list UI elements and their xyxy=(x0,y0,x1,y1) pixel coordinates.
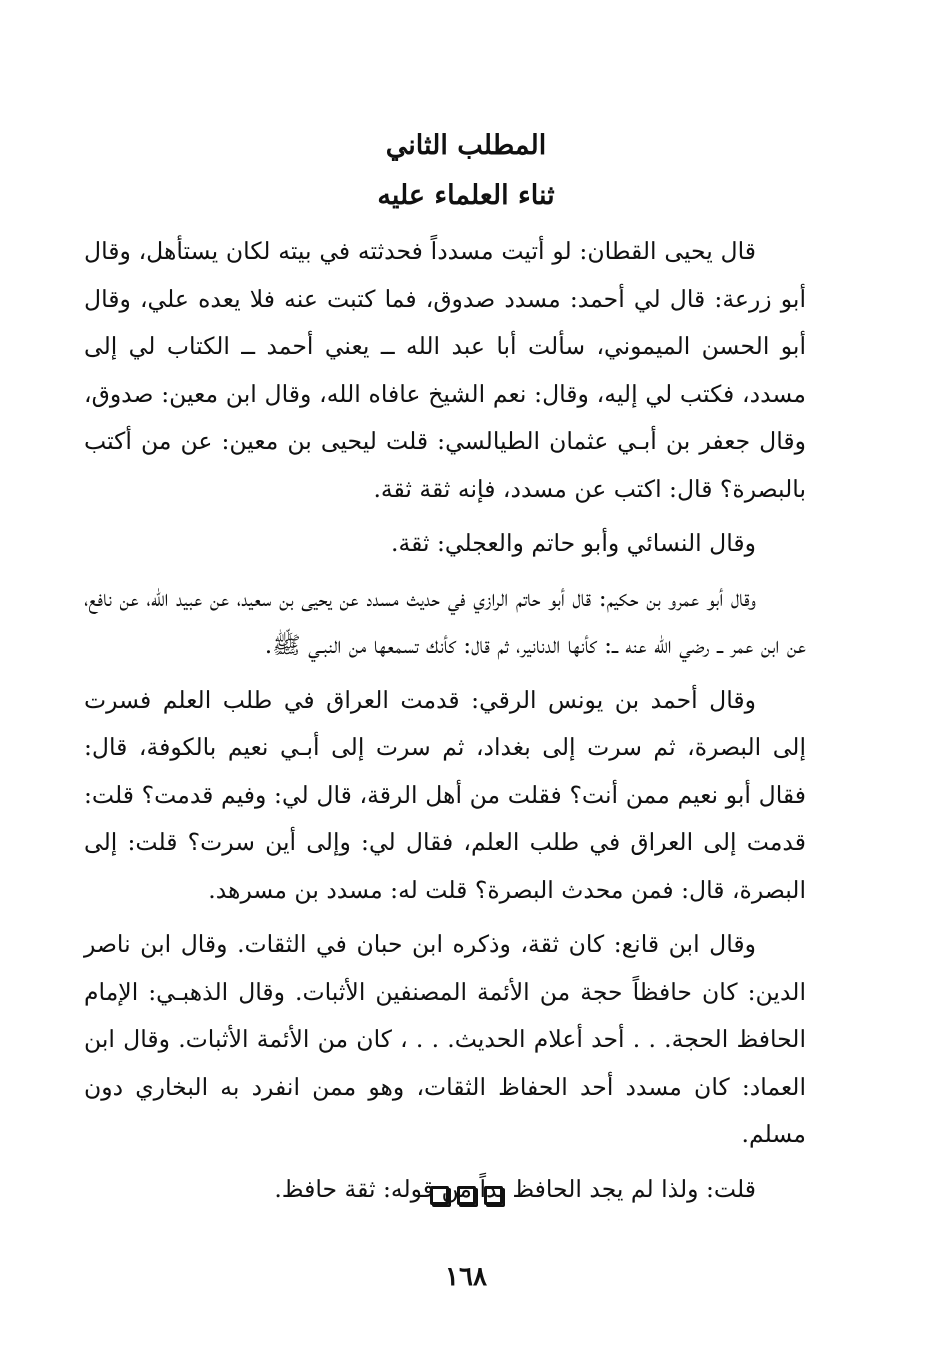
square-ornament-icon xyxy=(430,1186,449,1205)
page-number: ١٦٨ xyxy=(445,1262,487,1292)
paragraph-qattan: قال يحيى القطان: لو أتيت مسدداً فحدثته في بيته لكان يستأهل، وقال أبو زرعة: قال لي أحمد: مسدد صدوق، فما كتبت عنه فلا يعده علي، وقال أبو الحسن الميموني، سألت أبا عبد الله ــ يعني أحمد ــ الكتاب لي إلى مسدد، فكتب لي إليه، وقال: نعم الشيخ عافاه الله، وقال ابن معين: صدوق، وقال جعفر بن أبـي عثمان الطيالسي: قلت ليحيى بن معين: عن من أكتب بالبصرة؟ قال: اكتب عن مسدد، فإنه ثقة ثقة. xyxy=(84,237,806,503)
paragraph-conclusion: قلت: ولذا لم يجد الحافظ بداً من قوله: ثقة حافظ. xyxy=(274,1174,756,1203)
body-text xyxy=(84,228,806,1213)
square-ornament-icon xyxy=(484,1186,503,1205)
section-subtitle: ثناء العلماء عليه xyxy=(377,180,555,211)
paragraph-nasai: وقال النسائي وأبو حاتم والعجلي: ثقة. xyxy=(391,529,756,557)
paragraph-ahmad-raqqi: وقال أحمد بن يونس الرقي: قدمت العراق في طلب العلم فسرت إلى البصرة، ثم سرت إلى بغداد، ثم سرت إلى أبـي نعيم بالكوفة، قال: فقال أبو نعيم ممن أنت؟ فقلت من أهل الرقة، قال لي: وفيم قدمت؟ قلت: قدمت إلى العراق في طلب العلم، فقال لي: وإلى أين سرت؟ قلت: إلى البصرة، قال: فمن محدث البصرة؟ قلت له: مسدد بن مسرهد. xyxy=(84,685,806,904)
section-title: المطلب الثاني xyxy=(385,130,547,161)
paragraph-abu-amr: وقال أبو عمرو بن حكيم: قال أبو حاتم الرازي في حديث مسدد عن يحيى بن سعيد، عن عبيد الله، عن نافع، عن ابن عمر ــ رضي الله عنه ــ: كأنها الدنانير، ثم قال: كأنك تسمعها من النبـي ﷺ. xyxy=(84,583,806,659)
paragraph-ibn-qani: وقال ابن قانع: كان ثقة، وذكره ابن حبان في الثقات. وقال ابن ناصر الدين: كان حافظاً حجة من الأئمة المصنفين الأثبات. وقال الذهبـي: الإمام الحافظ الحجة. . . أحد أعلام الحديث. . . ، كان من الأئمة الأثبات. وقال ابن العماد: كان مسدد أحد الحفاظ الثقات، وهو ممن انفرد به البخاري دون مسلم. xyxy=(84,930,806,1148)
square-ornament-icon xyxy=(457,1186,476,1205)
section-end-ornament xyxy=(0,1186,932,1205)
